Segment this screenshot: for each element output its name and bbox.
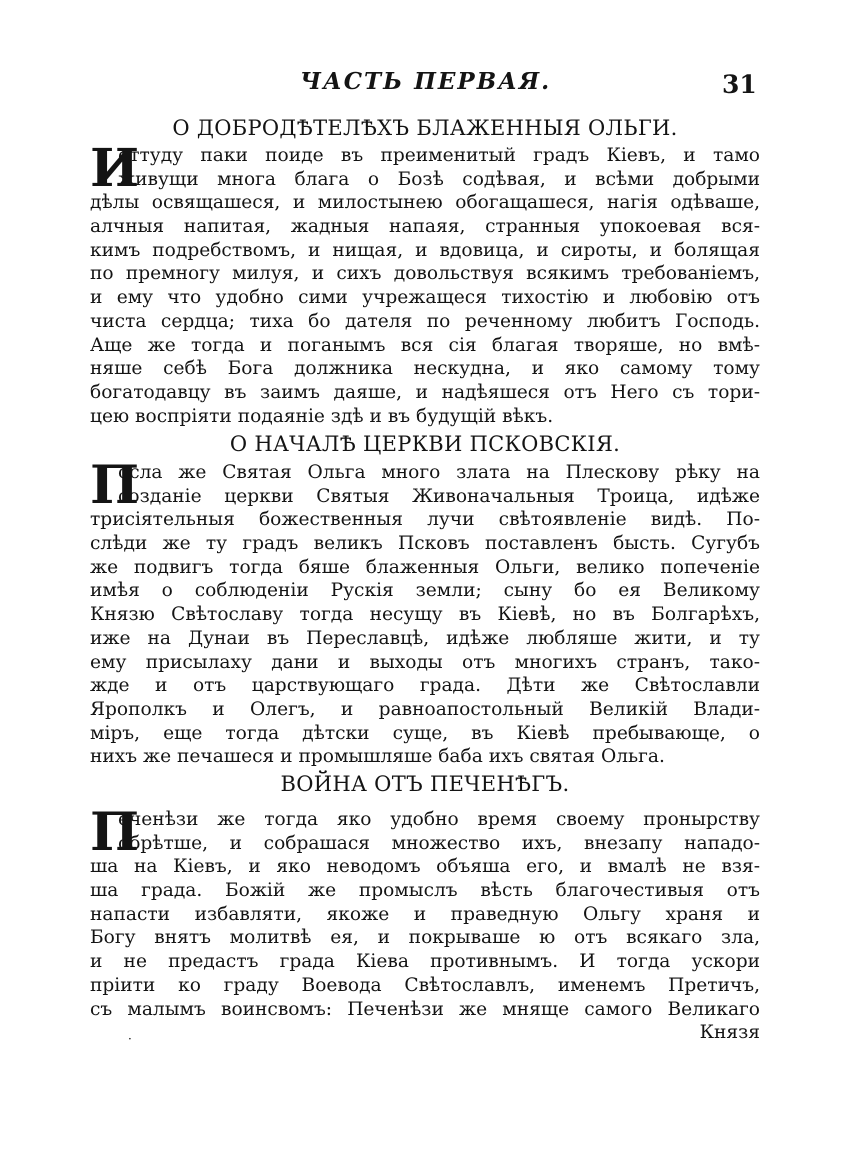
text-line: дѣлы освящашеся, и милостынею обогащашеся, нагія одѣваше, bbox=[90, 192, 760, 214]
text-line: трисіятельныя божественныя лучи свѣтоявленіе видѣ. По- bbox=[90, 509, 760, 531]
running-head: ЧАСТЬ ПЕРВАЯ. bbox=[300, 68, 552, 95]
section-heading-virtues: О ДОБРОДѢТЕЛѢХЪ БЛАЖЕННЫЯ ОЛЬГИ. bbox=[172, 116, 678, 140]
text-line: кимъ подребствомъ, и нищая, и вдовица, и сироты, и болящая bbox=[90, 239, 760, 261]
catchword: Князя bbox=[699, 1022, 760, 1044]
text-line: обрѣтше, и собрашася множество ихъ, внезапу нападо- bbox=[118, 832, 760, 854]
text-line: нихъ же печашеся и промышляше баба ихъ святая Ольга. bbox=[90, 746, 665, 768]
text-line: богатодавцу въ заимъ даяше, и надѣяшеся отъ Него съ тори- bbox=[90, 381, 760, 403]
text-line: и ему что удобно сими учрежащеся тихостію и любовію отъ bbox=[90, 287, 760, 309]
section-body-pskov-church bbox=[90, 455, 760, 769]
text-line: ша града. Божій же промыслъ вѣсть благочестивыя отъ bbox=[90, 880, 760, 902]
text-line: няше себѣ Бога должника нескудна, и яко самому тому bbox=[90, 358, 760, 380]
text-line: напасти избавляти, якоже и праведную Ольгу храня и bbox=[90, 903, 760, 925]
text-line: живущи многа блага о Бозѣ содѣвая, и всѣми добрыми bbox=[118, 168, 760, 190]
section-body-virtues bbox=[90, 138, 760, 428]
text-line: алчныя напитая, жадныя напаяя, странныя упокоевая вся- bbox=[90, 216, 760, 238]
text-line: же подвигъ тогда бяше блаженныя Ольги, велико попеченіе bbox=[90, 556, 760, 578]
text-line: иже на Дунаи въ Переславцѣ, идѣже любляше жити, и ту bbox=[90, 627, 760, 649]
text-line: пріити ко граду Воевода Свѣтославлъ, именемъ Претичъ, bbox=[90, 974, 760, 996]
text-line: еченѣзи же тогда яко удобно время своему пронырству bbox=[118, 809, 760, 830]
drop-cap: И bbox=[90, 138, 140, 199]
text-line: оттуду паки поиде въ преименитый градъ Кіевъ, и тамо bbox=[118, 145, 760, 166]
text-line: слѣди же ту градъ великъ Псковъ поставленъ бысть. Сугубъ bbox=[90, 533, 760, 555]
section-body-pecheneg-war bbox=[90, 802, 760, 1045]
text-line: Ярополкъ и Олегъ, и равноапостольный Великій Влади- bbox=[90, 698, 760, 720]
section-heading-pskov-church: О НАЧАЛѢ ЦЕРКВИ ПСКОВСКІЯ. bbox=[229, 432, 621, 456]
section-heading-pecheneg-war: ВОЙНА ОТЪ ПЕЧЕНѢГЪ. bbox=[280, 772, 570, 796]
text-line: и не предастъ града Кіева противнымъ. И тогда ускори bbox=[90, 951, 760, 973]
drop-cap: П bbox=[90, 455, 140, 516]
text-line: Богу внятъ молитвѣ ея, и покрываше ю отъ всякаго зла, bbox=[90, 927, 760, 949]
text-line: цею воспріяти подаяніе здѣ и въ будущій вѣкъ. bbox=[90, 405, 554, 427]
text-line: чиста сердца; тиха бо дателя по реченному любитъ Господь. bbox=[90, 310, 760, 332]
text-line: созданіе церкви Святыя Живоначальныя Троица, идѣже bbox=[118, 485, 760, 507]
text-line: ему присылаху дани и выходы отъ многихъ странъ, тако- bbox=[90, 651, 760, 673]
text-line: съ малымъ воинсвомъ: Печенѣзи же мняще самого Великаго bbox=[90, 998, 760, 1020]
text-line: ша на Кіевъ, и яко неводомъ объяша его, и вмалѣ не взя- bbox=[90, 856, 760, 878]
text-line: имѣя о соблюденіи Рускія земли; сыну бо ея Великому bbox=[90, 580, 760, 602]
print-speck: · bbox=[128, 1032, 132, 1046]
drop-cap: П bbox=[90, 802, 140, 863]
text-line: осла же Святая Ольга много злата на Плескову рѣку на bbox=[118, 462, 760, 483]
page-number: 31 bbox=[722, 70, 757, 99]
text-line: Аще же тогда и поганымъ вся сія благая творяше, но вмѣ- bbox=[90, 334, 760, 356]
text-line: Князю Свѣтославу тогда несущу въ Кіевѣ, но въ Болгарѣхъ, bbox=[90, 604, 760, 626]
text-line: жде и отъ царствующаго града. Дѣти же Свѣтославли bbox=[90, 675, 760, 697]
text-line: по премногу милуя, и сихъ довольствуя всякимъ требованіемъ, bbox=[90, 263, 760, 285]
text-line: міръ, еще тогда дѣтски суще, въ Кіевѣ пребывающе, о bbox=[90, 722, 760, 744]
